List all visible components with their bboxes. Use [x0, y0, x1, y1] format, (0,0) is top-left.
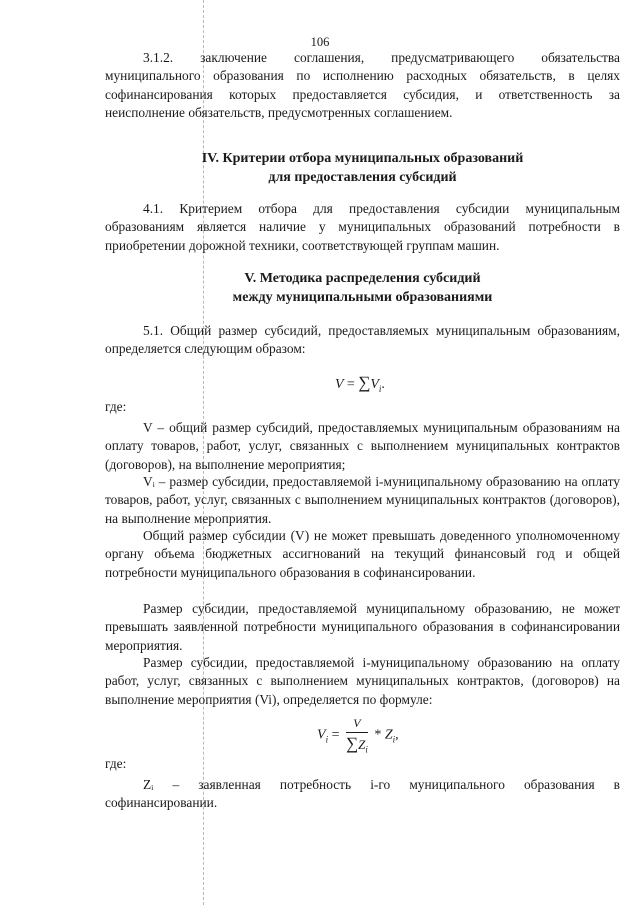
fraction-numerator: V [346, 716, 368, 733]
fraction-den-sub: i [365, 744, 368, 755]
formula-total-sum: ∑ [358, 373, 371, 392]
paragraph-size-limit: Размер субсидии, предоставляемой муниципальному образованию, не может превышать заявленной потребности муниципального образования в софинансировании мероприятия. [105, 601, 620, 653]
formula-individual-fraction [346, 716, 368, 755]
section-v-heading-line2: между муниципальными образованиями [232, 289, 493, 305]
where-label-1: где: [105, 399, 127, 414]
section-v-heading-line1: V. Методика распределения субсидий [244, 271, 481, 286]
section-iv-heading [105, 150, 620, 187]
formula-individual-lhs-sub: i [325, 734, 329, 745]
section-iv-heading-line2: для предоставления субсидий [268, 169, 457, 185]
page-number: 106 [310, 35, 330, 49]
formula-total-trail: . [381, 377, 385, 392]
formula-individual [317, 716, 399, 755]
formula-individual-mult: * [374, 727, 382, 743]
formula-individual-rhs: Z [384, 727, 393, 743]
definition-zi: Zᵢ – заявленная потребность i-го муниципального образования в софинансировании. [105, 777, 620, 811]
formula-total-term: V [370, 377, 379, 392]
definition-v: V – общий размер субсидий, предоставляемых муниципальным образованиям на оплату товаров, работ, услуг, связанных с выполнением муниципальных контрактов (договоров), на выполнение мероприятия; [105, 420, 620, 472]
formula-individual-rhs-sub: i [392, 734, 396, 745]
fraction-denominator [346, 733, 368, 755]
formula-individual-lhs: V [317, 727, 326, 743]
formula-individual-trail: , [395, 727, 399, 743]
paragraph-total-limit: Общий размер субсидии (V) не может превышать доведенного уполномоченному органу объема бюджетных ассигнований на текущий финансовый год и общей потребности муниципального образования в софинансировании. [105, 528, 620, 580]
formula-total-term-sub: i [378, 383, 382, 394]
formula-total-eq: = [346, 377, 355, 392]
section-v-heading [105, 270, 620, 307]
where-label-2: где: [105, 756, 127, 771]
formula-total-lhs: V [335, 377, 344, 392]
formula-individual-eq: = [331, 727, 340, 743]
section-iv-heading-line1: IV. Критерии отбора муниципальных образований [201, 151, 524, 166]
formula-total [335, 373, 385, 394]
paragraph-3-1-2: 3.1.2. заключение соглашения, предусматривающего обязательства муниципального образования по исполнению расходных обязательств, в целях софинансирования которых предоставляется субсидия, и ответственность за неисполнение обязательств, предусмотренных соглашением. [105, 50, 620, 120]
fraction-den-sum: ∑ [345, 734, 359, 753]
paragraph-5-1: 5.1. Общий размер субсидий, предоставляемых муниципальным образованиям, определяется следующим образом: [105, 323, 620, 357]
paragraph-4-1: 4.1. Критерием отбора для предоставления субсидии муниципальным образованиям является наличие у муниципальных образований потребности в приобретении дорожной техники, соответствующей группам машин. [105, 201, 620, 253]
fraction-den-var: Z [358, 737, 366, 752]
definition-vi: Vᵢ – размер субсидии, предоставляемой i-муниципальному образованию на оплату товаров, работ, услуг, связанных с выполнением муниципальных контрактов (договоров), на выполнение мероприятия. [105, 474, 620, 526]
paragraph-formula-intro: Размер субсидии, предоставляемой i-муниципальному образованию на оплату работ, услуг, связанных с выполнением муниципальных контрактов, (договоров) на выполнение мероприятия (Vi), определяется по формуле: [105, 655, 620, 707]
